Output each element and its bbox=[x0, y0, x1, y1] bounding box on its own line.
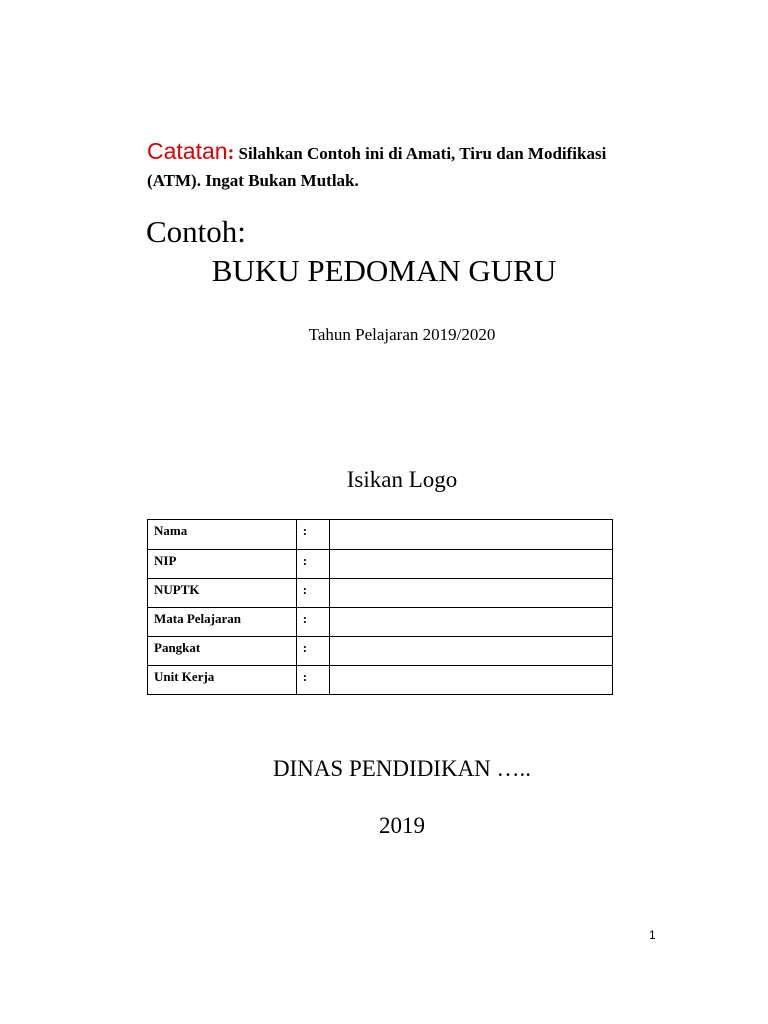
table-row bbox=[148, 550, 613, 579]
work-unit-value bbox=[329, 666, 612, 695]
table-row bbox=[148, 579, 613, 608]
row-label: Nama bbox=[148, 520, 297, 550]
note-paragraph bbox=[147, 138, 617, 194]
row-colon: : bbox=[296, 550, 329, 579]
page-number: 1 bbox=[649, 928, 656, 942]
row-label: Mata Pelajaran bbox=[148, 608, 297, 637]
row-label: Pangkat bbox=[148, 637, 297, 666]
name-value bbox=[329, 520, 612, 550]
subject-value bbox=[329, 608, 612, 637]
issue-year: 2019 bbox=[379, 813, 425, 838]
book-title: BUKU PEDOMAN GURU bbox=[211, 253, 557, 288]
academic-year: Tahun Pelajaran 2019/2020 bbox=[308, 325, 496, 344]
note-label: Catatan bbox=[147, 138, 228, 164]
logo-placeholder: Isikan Logo bbox=[346, 467, 458, 492]
agency-name: DINAS PENDIDIKAN ….. bbox=[272, 756, 532, 781]
note-colon: : bbox=[227, 142, 235, 164]
nuptk-value bbox=[329, 579, 612, 608]
row-colon: : bbox=[296, 637, 329, 666]
table-row bbox=[148, 608, 613, 637]
row-label: Unit Kerja bbox=[148, 666, 297, 695]
note-text: Silahkan Contoh ini di Amati, Tiru dan Modifikasi (ATM). Ingat Bukan Mutlak. bbox=[147, 144, 607, 190]
row-colon: : bbox=[296, 579, 329, 608]
row-colon: : bbox=[296, 666, 329, 695]
table-row bbox=[148, 520, 613, 550]
table-row bbox=[148, 637, 613, 666]
identity-table bbox=[147, 519, 613, 695]
row-colon: : bbox=[296, 608, 329, 637]
nip-value bbox=[329, 550, 612, 579]
table-row bbox=[148, 666, 613, 695]
row-label: NUPTK bbox=[148, 579, 297, 608]
example-heading: Contoh: bbox=[146, 214, 246, 249]
row-colon: : bbox=[296, 520, 329, 550]
row-label: NIP bbox=[148, 550, 297, 579]
rank-value bbox=[329, 637, 612, 666]
